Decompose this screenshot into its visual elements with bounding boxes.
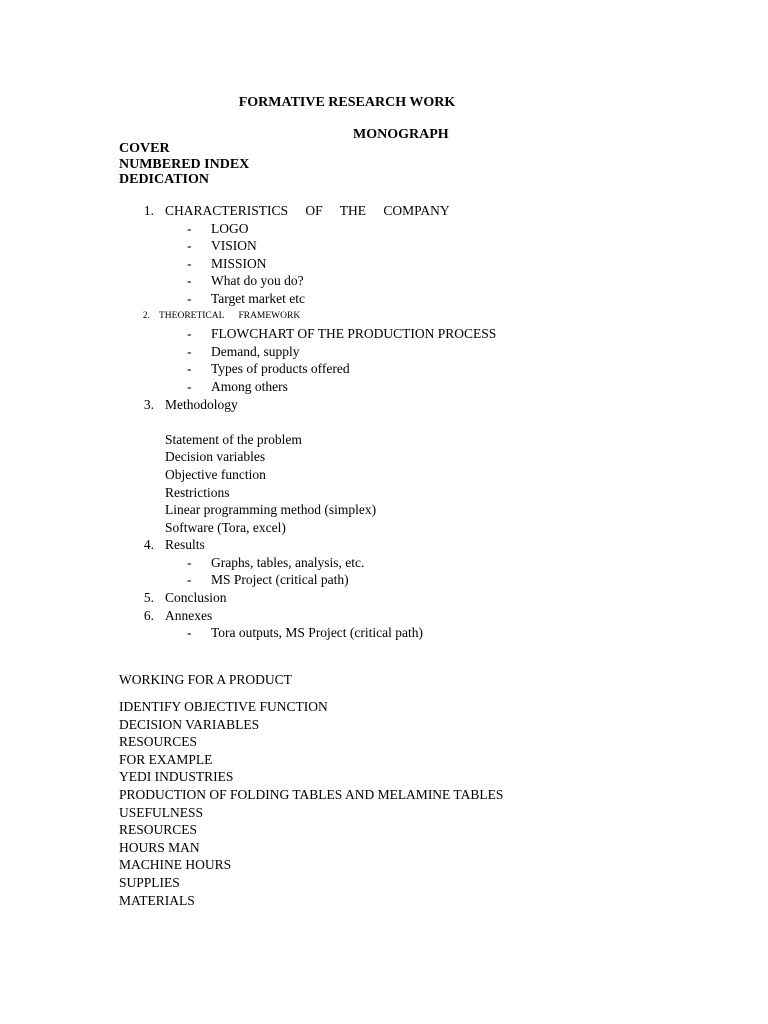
list-item-label: LOGO: [211, 220, 249, 236]
front-matter-list: [119, 141, 249, 188]
dash-bullet: -: [187, 255, 192, 271]
list-item-label: Restrictions: [165, 484, 230, 500]
list-item-label: Decision variables: [165, 449, 266, 465]
list-item: [0, 220, 768, 238]
list-item-label: Tora outputs, MS Project (critical path): [211, 625, 424, 641]
list-item-label: MS Project (critical path): [211, 572, 349, 588]
dash-bullet: -: [187, 290, 192, 306]
list-item-label: Types of products offered: [211, 361, 350, 377]
list-item-label: Graphs, tables, analysis, etc.: [211, 554, 365, 570]
list-item: [0, 501, 768, 519]
list-item-label: Demand, supply: [211, 343, 300, 359]
list-item: [0, 272, 768, 290]
dash-bullet: -: [187, 273, 192, 289]
list-item: [0, 325, 768, 343]
list-item-label: Objective function: [165, 466, 266, 482]
list-item: RESOURCES: [119, 734, 198, 750]
section-heading: [0, 607, 768, 625]
list-item-label: MISSION: [211, 255, 267, 271]
document-title: FORMATIVE RESEARCH WORK: [238, 95, 456, 110]
list-item-label: Linear programming method (simplex): [165, 502, 377, 518]
section-heading: [0, 396, 768, 414]
section-label: Results: [165, 537, 205, 553]
list-item: MACHINE HOURS: [119, 857, 232, 873]
list-item: [0, 378, 768, 396]
list-item: RESOURCES: [119, 822, 198, 838]
dash-bullet: -: [187, 554, 192, 570]
list-item: YEDI INDUSTRIES: [119, 769, 234, 785]
list-item-label: What do you do?: [211, 273, 304, 289]
list-item: [0, 343, 768, 361]
dash-bullet: -: [187, 572, 192, 588]
dash-bullet: -: [187, 326, 192, 342]
list-item: HOURS MAN: [119, 839, 200, 855]
section-number: 1.: [143, 203, 154, 218]
list-item: [0, 466, 768, 484]
list-item-label: Statement of the problem: [165, 431, 302, 447]
list-item: FOR EXAMPLE: [119, 751, 213, 767]
section-label: CHARACTERISTICS OF THE COMPANY: [165, 203, 450, 218]
dash-bullet: -: [187, 238, 192, 254]
list-item: [0, 237, 768, 255]
section-number: 3.: [143, 396, 154, 412]
front-matter-item: NUMBERED INDEX: [119, 156, 250, 172]
working-heading: WORKING FOR A PRODUCT: [119, 672, 292, 687]
working-items-list: [119, 698, 503, 909]
list-item: [0, 571, 768, 589]
section-number: 6.: [143, 607, 154, 623]
list-item: [0, 484, 768, 502]
dash-bullet: -: [187, 220, 192, 236]
section-number: 5.: [143, 590, 154, 606]
list-item-label: Software (Tora, excel): [165, 519, 286, 535]
section-heading: [0, 536, 768, 554]
list-item: [0, 431, 768, 449]
list-item-label: FLOWCHART OF THE PRODUCTION PROCESS: [211, 326, 497, 342]
document-subtitle: MONOGRAPH: [353, 127, 449, 142]
spacer: [0, 413, 768, 431]
list-item: [0, 554, 768, 572]
dash-bullet: -: [187, 361, 192, 377]
section-number: 2.: [142, 310, 150, 321]
list-item: [0, 255, 768, 273]
section-label: Annexes: [165, 607, 213, 623]
list-item: USEFULNESS: [119, 804, 204, 820]
section-heading: [0, 589, 768, 607]
list-item: IDENTIFY OBJECTIVE FUNCTION: [119, 699, 328, 714]
dash-bullet: -: [187, 378, 192, 394]
list-item-label: Among others: [211, 378, 288, 394]
list-item: [0, 624, 768, 642]
front-matter-item: DEDICATION: [119, 172, 209, 188]
front-matter-item: COVER: [119, 141, 170, 156]
list-item: DECISION VARIABLES: [119, 716, 260, 732]
list-item: [0, 519, 768, 537]
outline-list: [0, 202, 768, 642]
section-heading: [0, 202, 768, 220]
dash-bullet: -: [187, 343, 192, 359]
list-item: [0, 360, 768, 378]
section-label: Conclusion: [165, 590, 227, 606]
list-item-label: Target market etc: [211, 290, 306, 306]
list-item: [0, 290, 768, 308]
list-item-label: VISION: [211, 238, 257, 254]
section-heading: [0, 308, 768, 326]
dash-bullet: -: [187, 625, 192, 641]
section-label: Methodology: [165, 396, 238, 412]
list-item: [0, 448, 768, 466]
list-item: PRODUCTION OF FOLDING TABLES AND MELAMINE TABLES: [119, 786, 504, 802]
list-item: SUPPLIES: [119, 874, 180, 890]
section-number: 4.: [143, 537, 154, 553]
list-item: MATERIALS: [119, 892, 195, 908]
section-label: THEORETICAL FRAMEWORK: [159, 310, 301, 321]
